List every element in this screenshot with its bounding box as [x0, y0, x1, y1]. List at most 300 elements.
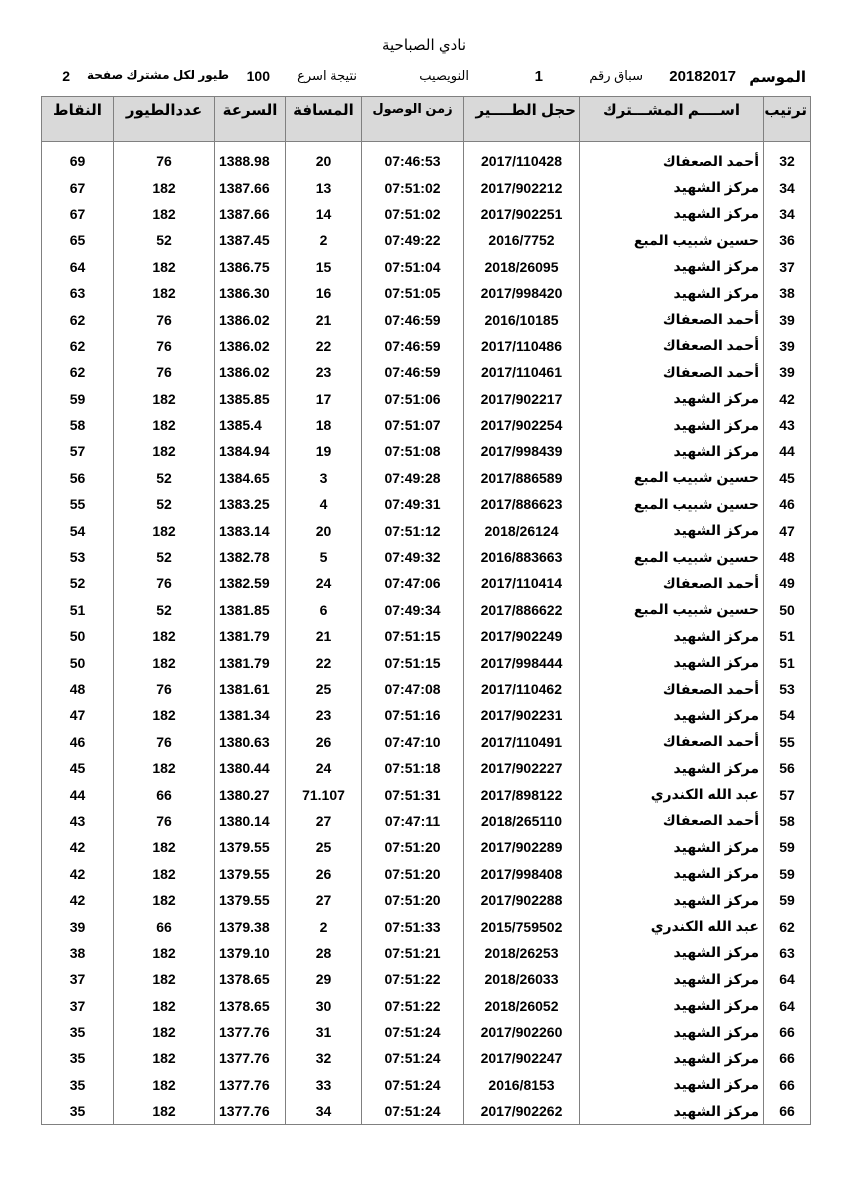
cell-birds: 76 [114, 359, 215, 385]
cell-points: 42 [42, 887, 114, 913]
cell-points: 45 [42, 755, 114, 781]
cell-ring: 2015/759502 [464, 913, 580, 939]
cell-distance: 34 [286, 1098, 362, 1125]
cell-arrival-time: 07:51:33 [362, 913, 464, 939]
table-row [42, 438, 811, 464]
cell-ring: 2018/265110 [464, 808, 580, 834]
cell-distance: 31 [286, 1019, 362, 1045]
table-row [42, 1098, 811, 1125]
cell-rank: 39 [764, 359, 811, 385]
table-row [42, 465, 811, 491]
cell-participant: حسين شبيب المبع [580, 227, 764, 253]
cell-arrival-time: 07:46:59 [362, 359, 464, 385]
cell-participant: عبد الله الكندري [580, 913, 764, 939]
cell-participant: أحمد الصعفاك [580, 808, 764, 834]
cell-ring: 2017/902217 [464, 386, 580, 412]
cell-participant: أحمد الصعفاك [580, 148, 764, 174]
cell-ring: 2017/902288 [464, 887, 580, 913]
cell-rank: 34 [764, 174, 811, 200]
header-participant: اســــم المشـــترك [580, 97, 764, 142]
cell-ring: 2017/998408 [464, 861, 580, 887]
cell-arrival-time: 07:47:06 [362, 570, 464, 596]
cell-distance: 14 [286, 201, 362, 227]
cell-speed: 1387.66 [215, 174, 286, 200]
cell-birds: 182 [114, 254, 215, 280]
cell-ring: 2018/26253 [464, 940, 580, 966]
cell-arrival-time: 07:51:06 [362, 386, 464, 412]
cell-rank: 37 [764, 254, 811, 280]
table-row [42, 386, 811, 412]
cell-birds: 182 [114, 702, 215, 728]
cell-points: 35 [42, 1098, 114, 1125]
cell-speed: 1378.65 [215, 993, 286, 1019]
cell-speed: 1386.30 [215, 280, 286, 306]
cell-birds: 182 [114, 1019, 215, 1045]
cell-points: 50 [42, 623, 114, 649]
cell-distance: 18 [286, 412, 362, 438]
cell-birds: 182 [114, 623, 215, 649]
cell-participant: أحمد الصعفاك [580, 333, 764, 359]
cell-distance: 3 [286, 465, 362, 491]
cell-arrival-time: 07:46:59 [362, 333, 464, 359]
table-row [42, 676, 811, 702]
cell-speed: 1384.65 [215, 465, 286, 491]
cell-participant: مركز الشهيد [580, 755, 764, 781]
cell-birds: 182 [114, 966, 215, 992]
cell-participant: حسين شبيب المبع [580, 544, 764, 570]
table-row [42, 702, 811, 728]
cell-birds: 182 [114, 649, 215, 675]
cell-participant: أحمد الصعفاك [580, 729, 764, 755]
cell-arrival-time: 07:51:20 [362, 887, 464, 913]
table-row [42, 544, 811, 570]
cell-points: 67 [42, 174, 114, 200]
cell-ring: 2017/998439 [464, 438, 580, 464]
cell-arrival-time: 07:47:11 [362, 808, 464, 834]
cell-ring: 2017/110486 [464, 333, 580, 359]
cell-birds: 182 [114, 1072, 215, 1098]
table-row [42, 940, 811, 966]
cell-distance: 19 [286, 438, 362, 464]
cell-participant: مركز الشهيد [580, 438, 764, 464]
cell-ring: 2018/26124 [464, 517, 580, 543]
cell-ring: 2016/10185 [464, 306, 580, 332]
cell-points: 62 [42, 306, 114, 332]
result-label: نتيجة اسرع [297, 68, 357, 83]
cell-arrival-time: 07:51:22 [362, 993, 464, 1019]
cell-distance: 13 [286, 174, 362, 200]
table-row [42, 412, 811, 438]
cell-speed: 1382.59 [215, 570, 286, 596]
cell-rank: 66 [764, 1019, 811, 1045]
cell-rank: 64 [764, 993, 811, 1019]
cell-rank: 63 [764, 940, 811, 966]
cell-rank: 56 [764, 755, 811, 781]
cell-ring: 2017/998444 [464, 649, 580, 675]
cell-speed: 1386.02 [215, 359, 286, 385]
header-speed: السرعة [215, 97, 286, 142]
cell-birds: 76 [114, 333, 215, 359]
cell-points: 65 [42, 227, 114, 253]
table-row [42, 1019, 811, 1045]
cell-ring: 2017/898122 [464, 781, 580, 807]
cell-points: 54 [42, 517, 114, 543]
cell-speed: 1377.76 [215, 1045, 286, 1071]
page-number: 2 [62, 68, 70, 84]
cell-birds: 76 [114, 306, 215, 332]
cell-birds: 52 [114, 491, 215, 517]
cell-distance: 2 [286, 227, 362, 253]
table-row [42, 649, 811, 675]
cell-participant: مركز الشهيد [580, 412, 764, 438]
table-row [42, 1045, 811, 1071]
cell-speed: 1385.4 [215, 412, 286, 438]
cell-ring: 2018/26095 [464, 254, 580, 280]
table-row [42, 148, 811, 174]
cell-speed: 1381.79 [215, 623, 286, 649]
table-row [42, 913, 811, 939]
cell-birds: 182 [114, 174, 215, 200]
cell-birds: 76 [114, 808, 215, 834]
cell-arrival-time: 07:51:08 [362, 438, 464, 464]
cell-rank: 39 [764, 333, 811, 359]
cell-participant: مركز الشهيد [580, 702, 764, 728]
cell-arrival-time: 07:51:20 [362, 861, 464, 887]
cell-participant: مركز الشهيد [580, 623, 764, 649]
cell-points: 69 [42, 148, 114, 174]
cell-rank: 46 [764, 491, 811, 517]
cell-speed: 1380.14 [215, 808, 286, 834]
cell-ring: 2016/883663 [464, 544, 580, 570]
cell-ring: 2017/902251 [464, 201, 580, 227]
cell-participant: مركز الشهيد [580, 254, 764, 280]
cell-speed: 1377.76 [215, 1098, 286, 1125]
cell-points: 48 [42, 676, 114, 702]
table-row [42, 993, 811, 1019]
cell-participant: أحمد الصعفاك [580, 306, 764, 332]
cell-arrival-time: 07:49:32 [362, 544, 464, 570]
cell-participant: مركز الشهيد [580, 834, 764, 860]
cell-speed: 1381.34 [215, 702, 286, 728]
cell-distance: 6 [286, 597, 362, 623]
cell-points: 56 [42, 465, 114, 491]
cell-points: 46 [42, 729, 114, 755]
cell-ring: 2017/110414 [464, 570, 580, 596]
cell-speed: 1380.44 [215, 755, 286, 781]
cell-distance: 20 [286, 517, 362, 543]
table-row [42, 174, 811, 200]
cell-participant: مركز الشهيد [580, 201, 764, 227]
cell-participant: مركز الشهيد [580, 861, 764, 887]
cell-rank: 45 [764, 465, 811, 491]
cell-rank: 42 [764, 386, 811, 412]
cell-birds: 76 [114, 570, 215, 596]
cell-arrival-time: 07:51:24 [362, 1072, 464, 1098]
cell-points: 37 [42, 993, 114, 1019]
cell-distance: 16 [286, 280, 362, 306]
cell-birds: 52 [114, 544, 215, 570]
cell-participant: مركز الشهيد [580, 940, 764, 966]
cell-points: 62 [42, 359, 114, 385]
cell-arrival-time: 07:51:18 [362, 755, 464, 781]
cell-birds: 182 [114, 1098, 215, 1125]
cell-rank: 62 [764, 913, 811, 939]
table-row [42, 491, 811, 517]
cell-points: 50 [42, 649, 114, 675]
cell-birds: 182 [114, 1045, 215, 1071]
cell-distance: 28 [286, 940, 362, 966]
cell-distance: 23 [286, 359, 362, 385]
cell-rank: 66 [764, 1098, 811, 1125]
cell-distance: 26 [286, 729, 362, 755]
cell-arrival-time: 07:46:53 [362, 148, 464, 174]
cell-arrival-time: 07:49:34 [362, 597, 464, 623]
cell-distance: 71.107 [286, 781, 362, 807]
cell-arrival-time: 07:51:22 [362, 966, 464, 992]
cell-ring: 2017/902262 [464, 1098, 580, 1125]
cell-ring: 2017/886589 [464, 465, 580, 491]
cell-distance: 4 [286, 491, 362, 517]
cell-participant: أحمد الصعفاك [580, 359, 764, 385]
cell-speed: 1381.61 [215, 676, 286, 702]
table-row [42, 597, 811, 623]
cell-rank: 66 [764, 1072, 811, 1098]
table-row [42, 781, 811, 807]
cell-arrival-time: 07:51:04 [362, 254, 464, 280]
cell-birds: 76 [114, 729, 215, 755]
table-row [42, 808, 811, 834]
cell-ring: 2017/886623 [464, 491, 580, 517]
cell-birds: 66 [114, 913, 215, 939]
cell-speed: 1379.38 [215, 913, 286, 939]
cell-speed: 1383.14 [215, 517, 286, 543]
cell-participant: مركز الشهيد [580, 1019, 764, 1045]
cell-rank: 34 [764, 201, 811, 227]
season-value: 20182017 [669, 68, 736, 85]
table-row [42, 333, 811, 359]
cell-birds: 182 [114, 412, 215, 438]
cell-birds: 66 [114, 781, 215, 807]
results-body [42, 142, 811, 1125]
cell-distance: 22 [286, 333, 362, 359]
cell-arrival-time: 07:47:10 [362, 729, 464, 755]
cell-rank: 54 [764, 702, 811, 728]
cell-birds: 182 [114, 201, 215, 227]
cell-participant: مركز الشهيد [580, 649, 764, 675]
cell-participant: مركز الشهيد [580, 1045, 764, 1071]
cell-rank: 59 [764, 887, 811, 913]
per-participant-label: طيور لكل مشترك صفحة [87, 68, 229, 82]
table-row [42, 227, 811, 253]
cell-ring: 2016/8153 [464, 1072, 580, 1098]
table-row [42, 570, 811, 596]
cell-rank: 64 [764, 966, 811, 992]
cell-ring: 2017/902247 [464, 1045, 580, 1071]
cell-speed: 1386.02 [215, 306, 286, 332]
cell-distance: 5 [286, 544, 362, 570]
cell-speed: 1377.76 [215, 1019, 286, 1045]
cell-rank: 53 [764, 676, 811, 702]
cell-participant: حسين شبيب المبع [580, 465, 764, 491]
cell-arrival-time: 07:51:31 [362, 781, 464, 807]
cell-birds: 182 [114, 834, 215, 860]
cell-birds: 182 [114, 940, 215, 966]
cell-participant: مركز الشهيد [580, 1098, 764, 1125]
cell-arrival-time: 07:51:24 [362, 1045, 464, 1071]
cell-distance: 22 [286, 649, 362, 675]
cell-points: 43 [42, 808, 114, 834]
cell-arrival-time: 07:49:22 [362, 227, 464, 253]
cell-rank: 38 [764, 280, 811, 306]
cell-birds: 76 [114, 148, 215, 174]
cell-points: 64 [42, 254, 114, 280]
cell-speed: 1379.10 [215, 940, 286, 966]
cell-arrival-time: 07:51:16 [362, 702, 464, 728]
table-row [42, 280, 811, 306]
table-row [42, 755, 811, 781]
cell-points: 53 [42, 544, 114, 570]
cell-arrival-time: 07:51:15 [362, 649, 464, 675]
cell-points: 62 [42, 333, 114, 359]
cell-rank: 59 [764, 834, 811, 860]
cell-speed: 1379.55 [215, 887, 286, 913]
cell-birds: 182 [114, 861, 215, 887]
cell-ring: 2017/902212 [464, 174, 580, 200]
table-header-row [42, 97, 811, 142]
cell-participant: مركز الشهيد [580, 1072, 764, 1098]
cell-points: 35 [42, 1019, 114, 1045]
cell-rank: 32 [764, 148, 811, 174]
cell-distance: 32 [286, 1045, 362, 1071]
cell-distance: 30 [286, 993, 362, 1019]
cell-points: 37 [42, 966, 114, 992]
cell-distance: 2 [286, 913, 362, 939]
header-birds: عددالطيور [114, 97, 215, 142]
cell-distance: 25 [286, 676, 362, 702]
cell-points: 42 [42, 834, 114, 860]
cell-ring: 2016/7752 [464, 227, 580, 253]
cell-distance: 17 [286, 386, 362, 412]
cell-rank: 66 [764, 1045, 811, 1071]
cell-participant: مركز الشهيد [580, 966, 764, 992]
table-row [42, 306, 811, 332]
cell-rank: 49 [764, 570, 811, 596]
cell-ring: 2017/886622 [464, 597, 580, 623]
cell-distance: 27 [286, 808, 362, 834]
cell-birds: 52 [114, 465, 215, 491]
cell-arrival-time: 07:46:59 [362, 306, 464, 332]
cell-rank: 47 [764, 517, 811, 543]
cell-speed: 1385.85 [215, 386, 286, 412]
cell-distance: 29 [286, 966, 362, 992]
cell-distance: 27 [286, 887, 362, 913]
cell-birds: 52 [114, 597, 215, 623]
cell-participant: مركز الشهيد [580, 280, 764, 306]
cell-distance: 23 [286, 702, 362, 728]
cell-rank: 50 [764, 597, 811, 623]
table-row [42, 1072, 811, 1098]
cell-birds: 182 [114, 280, 215, 306]
cell-speed: 1384.94 [215, 438, 286, 464]
cell-participant: مركز الشهيد [580, 174, 764, 200]
cell-speed: 1378.65 [215, 966, 286, 992]
cell-points: 57 [42, 438, 114, 464]
cell-arrival-time: 07:49:28 [362, 465, 464, 491]
cell-ring: 2018/26052 [464, 993, 580, 1019]
race-info-line [0, 68, 848, 88]
cell-arrival-time: 07:49:31 [362, 491, 464, 517]
cell-birds: 52 [114, 227, 215, 253]
table-row [42, 966, 811, 992]
cell-arrival-time: 07:51:24 [362, 1019, 464, 1045]
cell-speed: 1377.76 [215, 1072, 286, 1098]
cell-ring: 2017/110462 [464, 676, 580, 702]
cell-distance: 15 [286, 254, 362, 280]
race-number-value: 1 [534, 68, 543, 85]
table-row [42, 201, 811, 227]
results-table [41, 96, 811, 1125]
cell-points: 35 [42, 1072, 114, 1098]
cell-rank: 48 [764, 544, 811, 570]
season-label: الموسم [749, 69, 806, 86]
header-distance: المسافة [286, 97, 362, 142]
cell-participant: حسين شبيب المبع [580, 597, 764, 623]
cell-arrival-time: 07:51:24 [362, 1098, 464, 1125]
cell-ring: 2018/26033 [464, 966, 580, 992]
cell-rank: 58 [764, 808, 811, 834]
cell-rank: 36 [764, 227, 811, 253]
cell-distance: 33 [286, 1072, 362, 1098]
cell-points: 51 [42, 597, 114, 623]
cell-speed: 1387.45 [215, 227, 286, 253]
cell-participant: مركز الشهيد [580, 386, 764, 412]
cell-points: 38 [42, 940, 114, 966]
cell-rank: 57 [764, 781, 811, 807]
cell-ring: 2017/902249 [464, 623, 580, 649]
cell-rank: 43 [764, 412, 811, 438]
cell-participant: مركز الشهيد [580, 887, 764, 913]
cell-arrival-time: 07:51:12 [362, 517, 464, 543]
cell-speed: 1388.98 [215, 148, 286, 174]
cell-points: 63 [42, 280, 114, 306]
cell-birds: 182 [114, 438, 215, 464]
cell-distance: 20 [286, 148, 362, 174]
header-points: النقاط [42, 97, 114, 142]
cell-ring: 2017/110428 [464, 148, 580, 174]
cell-rank: 51 [764, 623, 811, 649]
header-ring: حجل الطــــير [464, 97, 580, 142]
cell-arrival-time: 07:51:02 [362, 201, 464, 227]
cell-speed: 1386.75 [215, 254, 286, 280]
cell-points: 59 [42, 386, 114, 412]
cell-rank: 55 [764, 729, 811, 755]
table-row [42, 359, 811, 385]
cell-arrival-time: 07:51:05 [362, 280, 464, 306]
cell-distance: 24 [286, 570, 362, 596]
table-row [42, 623, 811, 649]
cell-ring: 2017/998420 [464, 280, 580, 306]
cell-arrival-time: 07:47:08 [362, 676, 464, 702]
cell-participant: مركز الشهيد [580, 517, 764, 543]
cell-rank: 51 [764, 649, 811, 675]
cell-points: 67 [42, 201, 114, 227]
cell-speed: 1382.78 [215, 544, 286, 570]
cell-points: 55 [42, 491, 114, 517]
cell-points: 39 [42, 913, 114, 939]
header-arrival-time: زمن الوصول [362, 97, 464, 142]
race-location: النويصيب [419, 68, 469, 83]
table-row [42, 861, 811, 887]
